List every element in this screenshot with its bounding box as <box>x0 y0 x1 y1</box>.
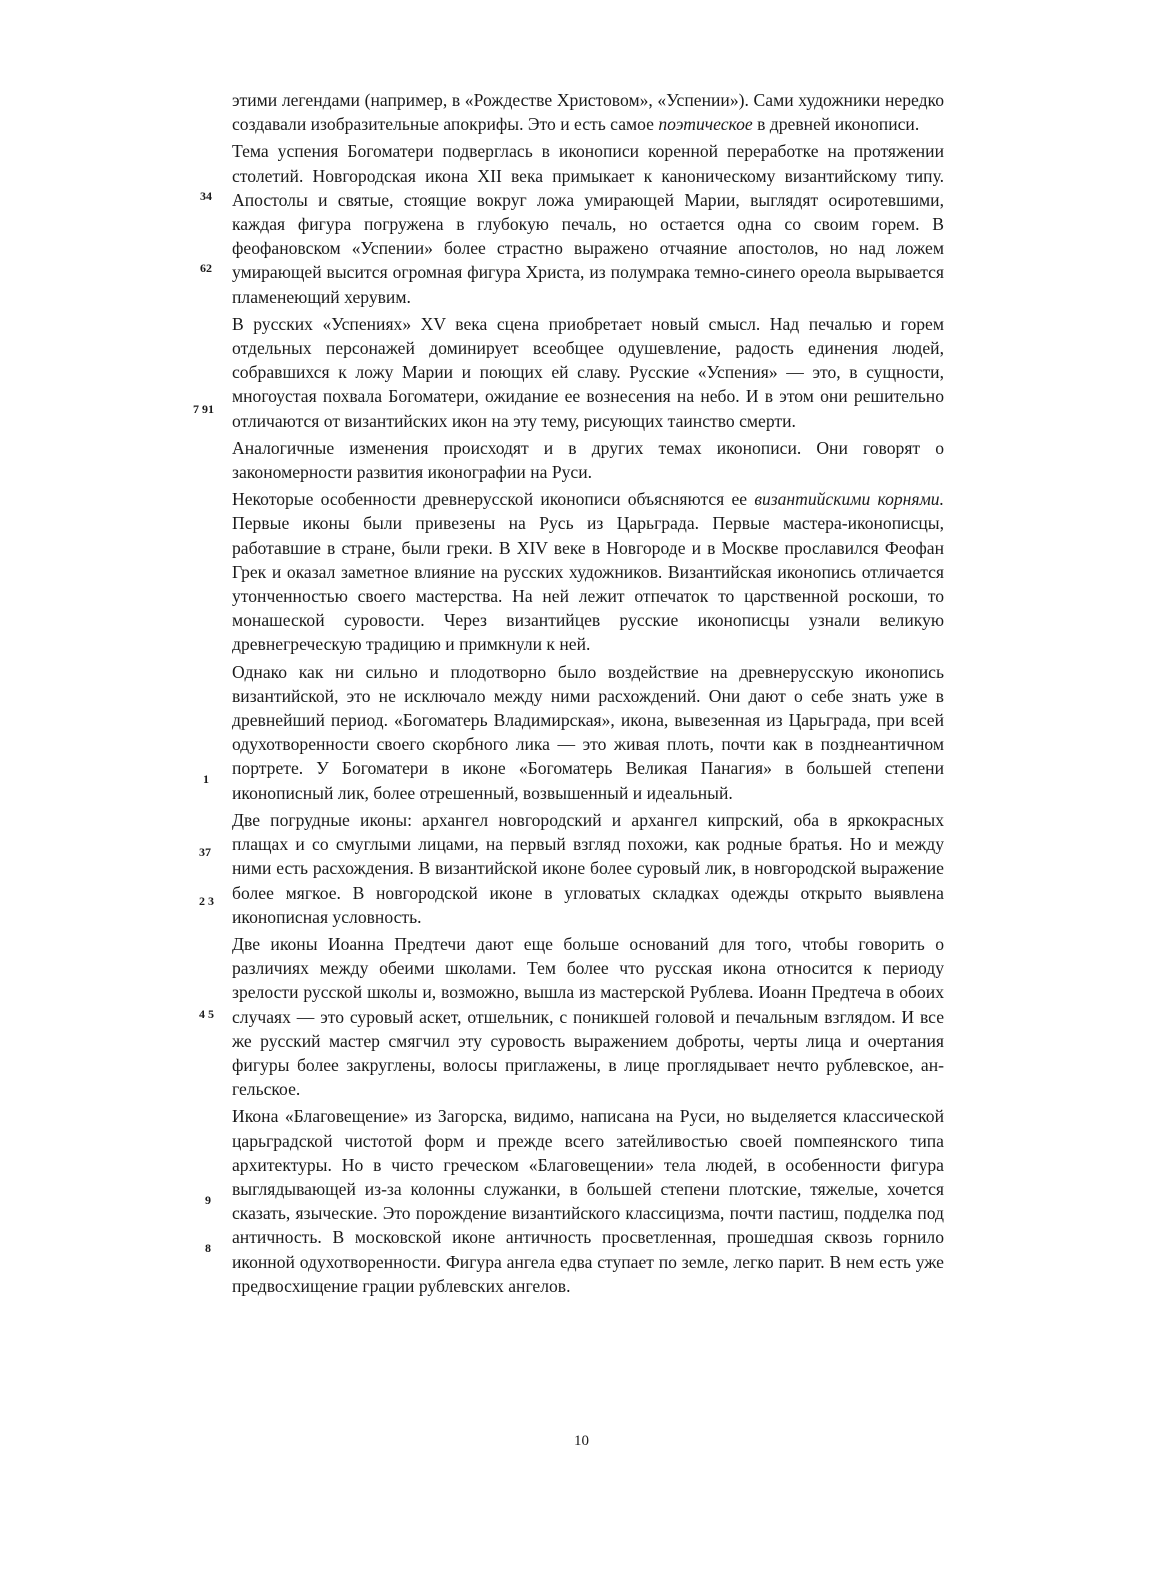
text-run: Аналогичные изменения происходят и в других темах иконописи. Они говорят о закономерности развития иконографии на Руси. <box>232 437 944 483</box>
text-run: в древней иконописи. <box>752 114 920 135</box>
text-run: Две погрудные иконы: архангел новгородский и архангел кипрский, оба в яркокрасных плащах и со смуглыми лицами, на первый взгляд похожи, как родные братья. Но и между ними есть расхождения. В византийской иконе более суровый лик, в новгородской выражение более мягкое. В новгородской иконе в угловатых складках одежды открыто выявлена иконописная условность. <box>232 809 944 927</box>
margin-ref: 8 <box>205 1241 211 1255</box>
italic-text: византийскими корнями. <box>754 489 944 510</box>
paragraph <box>232 1104 944 1298</box>
margin-ref: 34 <box>200 189 212 203</box>
paragraph <box>232 88 944 136</box>
text-run: этими легендами (например, в «Рождестве Христовом», «Успении»). Сами художники нередко создавали изобразительные апокрифы. Это и есть самое <box>232 90 944 135</box>
paragraph <box>232 312 944 433</box>
paragraph <box>232 487 944 656</box>
paragraph <box>232 436 944 484</box>
margin-ref: 9 <box>205 1193 211 1207</box>
paragraph <box>232 808 944 929</box>
text-run: Икона «Благовещение» из Загорска, видимо, написана на Руси, но выделяется классической царьградской чистотой форм и прежде всего затейливостью своей помпеянского типа архитектуры. Но в чисто греческом «Благовещении» тела людей, в особенности фигура выглядывающей из-за колонны служанки, в большей степени плотские, тяжелые, хочется сказать, языческие. Это порождение византийского классицизма, почти пастиш, подделка под античность. В московской иконе античность просветленная, прошедшая сквозь горнило иконной одухотворенности. Фигура ангела едва ступает по земле, легко парит. В нем есть уже предвосхищение грации рублевских ангелов. <box>232 1106 944 1296</box>
text-run: Однако как ни сильно и плодотворно было воздействие на древнерусскую иконопись византийской, это не исключало между ними расхождений. Они дают о себе знать уже в древнейший период. «Богоматерь Владимирская», икона, вывезенная из Царьграда, при всей одухотворенности своего скорбного лика — это живая плоть, почти как в позднеантичном портрете. У Богоматери в иконе «Богоматерь Великая Панагия» в большей степени иконописный лик, более отрешенный, возвышенный и идеальный. <box>232 661 944 803</box>
margin-ref: 7 91 <box>193 402 214 416</box>
margin-ref: 2 3 <box>199 894 214 908</box>
paragraph <box>232 932 944 1101</box>
text-run: Тема успения Богоматери подверглась в иконописи коренной переработке на протяжении столетий. Новгородская икона XII века примыкает к каноническому византийскому типу. Апостолы и святые, стоящие вокруг ложа умирающей Марии, выглядят осиротевшими, каждая фигура погружена в глубокую печаль, но остается одна со своим горем. В феофановском «Успении» более страстно выражено отчаяние апостолов, но над ложем умирающей высится огромная фигура Христа, из полумрака темно-синего ореола вырывается пламенеющий херувим. <box>232 141 944 307</box>
text-run: Некоторые особенности древнерусской иконописи объясняются ее <box>232 489 755 510</box>
margin-ref: 62 <box>200 261 212 275</box>
paragraph <box>232 660 944 805</box>
paragraph <box>232 139 944 308</box>
margin-ref: 37 <box>199 845 211 859</box>
page-number: 10 <box>574 1433 589 1449</box>
text-run: В русских «Успениях» XV века сцена приобретает новый смысл. Над печалью и горем отдельных персонажей доминирует всеобщее одушевление, радость единения людей, собравшихся к ложу Марии и поющих ей славу. Русские «Успения» — это, в сущности, многоустая похвала Богоматери, ожидание ее вознесения на небо. И в этом они решительно отличаются от византийских икон на эту тему, рисующих таинство смерти. <box>232 313 944 431</box>
margin-ref: 4 5 <box>199 1007 214 1021</box>
italic-text: поэтическое <box>658 114 753 135</box>
text-run: Первые иконы были привезены на Русь из Царьграда. Первые мастера-иконописцы, работавшие в стране, были греки. В XIV веке в Новгороде и в Москве прославился Феофан Грек и оказал заметное влияние на русских художников. Византийская иконопись отличается утонченностью своего мастерства. На ней лежит отпечаток то царственной роскоши, то монашеской суровости. Через византийцев русские иконописцы узнали великую древнегреческую традицию и примкнули к ней. <box>232 513 944 655</box>
body-text <box>232 88 944 1301</box>
text-run: Две иконы Иоанна Предтечи дают еще больше оснований для того, чтобы говорить о различиях между обеими школами. Тем более что русская икона относится к периоду зрелости русской школы и, возможно, вышла из мастерской Рублева. Иоанн Предтеча в обоих случаях — это суровый аскет, отшельник, с поникшей головой и печальным взглядом. И все же русский мастер смягчил эту суровость выражением доброты, черты лица и очертания фигуры более закруглены, волосы приглажены, в лице проглядывает нечто рублевское, ангельское. <box>232 933 944 1100</box>
margin-ref: 1 <box>203 772 209 786</box>
